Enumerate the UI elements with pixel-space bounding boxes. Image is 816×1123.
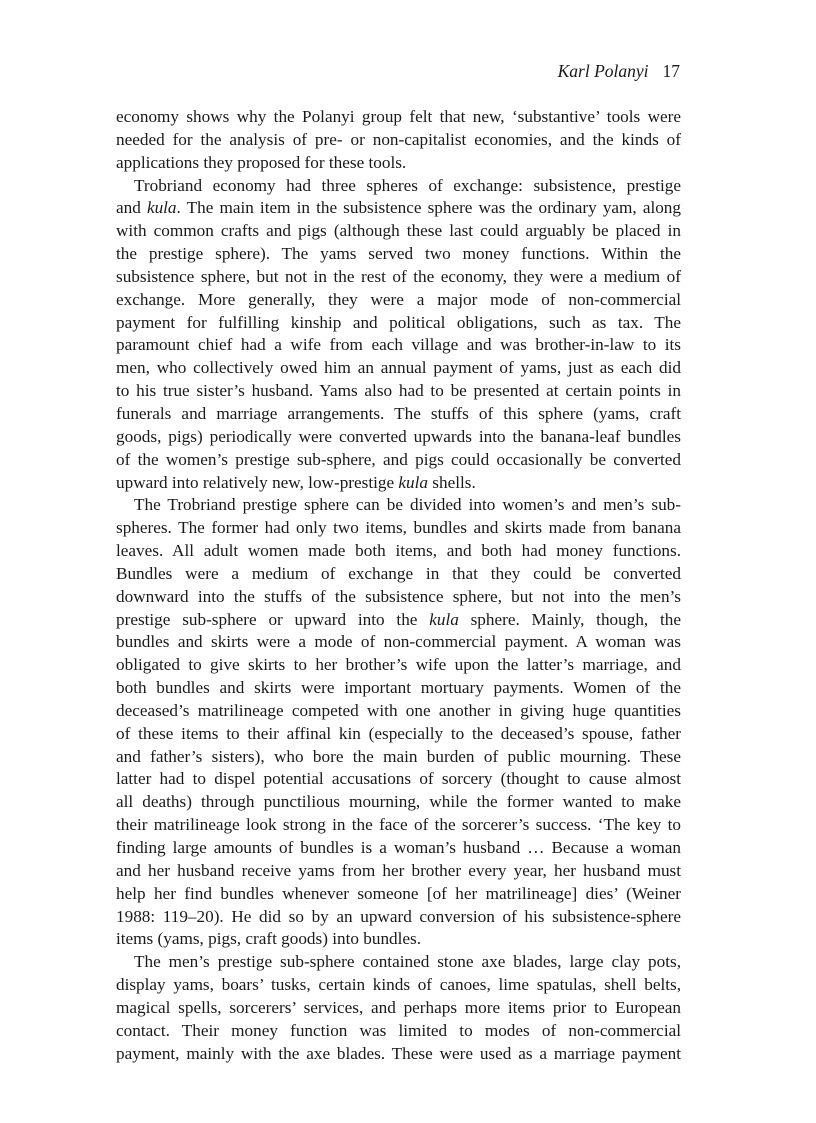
text-run: subsistence sphere, but not in the rest of the economy, they were a medium of <box>116 266 681 286</box>
text-line <box>116 426 681 449</box>
text-line <box>116 609 681 632</box>
text-run: finding large amounts of bundles is a woman’s husband … Because a woman <box>116 838 681 857</box>
text-run: men, who collectively owed him an annual payment of yams, just as each did <box>116 358 681 378</box>
text-line <box>116 700 681 723</box>
text-run: spheres. The former had only two items, bundles and skirts made from banana <box>116 518 681 538</box>
text-run: . The main item in the subsistence sphere was the ordinary yam, along <box>176 198 681 218</box>
text-run: payment, mainly with the axe blades. These were used as a marriage payment <box>116 1043 681 1063</box>
text-run: display yams, boars’ tusks, certain kinds of canoes, lime spatulas, shell belts, <box>116 975 681 995</box>
paragraph <box>116 175 681 495</box>
text-line <box>116 883 681 906</box>
text-line <box>116 449 681 472</box>
page-number: 17 <box>662 61 680 81</box>
text-line <box>116 814 681 837</box>
text-line <box>116 220 681 243</box>
text-run: contact. Their money function was limited to modes of non-commercial <box>116 1020 681 1040</box>
text-run: all deaths) through punctilious mourning, while the former wanted to make <box>116 792 681 812</box>
text-line <box>116 928 681 951</box>
text-line <box>116 357 681 380</box>
text-run: of these items to their affinal kin (especially to the deceased’s spouse, father <box>116 723 681 743</box>
text-line <box>116 175 681 198</box>
text-line <box>116 631 681 654</box>
text-run: bundles and skirts were a mode of non-commercial payment. A woman was <box>116 632 681 652</box>
text-run: latter had to dispel potential accusations of sorcery (thought to cause almost <box>116 769 681 789</box>
text-run: sphere. Mainly, though, the <box>458 609 681 629</box>
text-line <box>116 860 681 883</box>
text-run: the prestige sphere). The yams served two money functions. Within the <box>116 244 681 264</box>
text-run: deceased’s matrilineage competed with one another in giving huge quantities <box>116 700 681 720</box>
italic-term: kula <box>146 198 177 218</box>
text-run: 1988: 119–20). He did so by an upward conversion of his subsistence-sphere <box>116 906 681 926</box>
text-run: prestige sub-sphere or upward into the <box>116 609 430 629</box>
text-run: with common crafts and pigs (although these last could arguably be placed in <box>116 221 681 241</box>
text-run: their matrilineage look strong in the face of the sorcerer’s success. ‘The key to <box>116 815 681 835</box>
text-line <box>116 289 681 312</box>
text-line <box>116 243 681 266</box>
text-run: paramount chief had a wife from each village and was brother-in-law to its <box>116 335 681 355</box>
text-line <box>116 312 681 335</box>
text-run: Bundles were a medium of exchange in that they could be converted <box>116 563 681 583</box>
text-line <box>116 837 681 860</box>
text-run: downward into the stuffs of the subsistence sphere, but not into the men’s <box>116 586 681 606</box>
text-line <box>116 654 681 677</box>
text-line <box>116 906 681 929</box>
text-line <box>116 517 681 540</box>
text-run: both bundles and skirts were important mortuary payments. Women of the <box>116 678 681 698</box>
text-line <box>116 563 681 586</box>
text-run: needed for the analysis of pre- or non-capitalist economies, and the kinds of <box>116 129 681 149</box>
text-run: The men’s prestige sub-sphere contained stone axe blades, large clay pots, <box>134 952 681 972</box>
text-run: exchange. More generally, they were a major mode of non-commercial <box>116 289 681 309</box>
text-line <box>116 472 681 495</box>
running-head <box>116 59 680 83</box>
text-run: leaves. All adult women made both items, and both had money functions. <box>116 541 681 561</box>
text-run: items (yams, pigs, craft goods) into bundles. <box>116 929 422 949</box>
text-run: Trobriand economy had three spheres of exchange: subsistence, prestige <box>134 175 681 195</box>
text-line <box>116 997 681 1020</box>
text-run: to his true sister’s husband. Yams also had to be presented at certain points in <box>116 381 681 401</box>
text-run: of the women’s prestige sub-sphere, and pigs could occasionally be converted <box>116 449 681 469</box>
text-line <box>116 129 681 152</box>
text-run: obligated to give skirts to her brother’s wife upon the latter’s marriage, and <box>116 655 681 675</box>
text-line <box>116 540 681 563</box>
text-line <box>116 152 681 175</box>
text-line <box>116 380 681 403</box>
text-line <box>116 1043 681 1066</box>
text-line <box>116 974 681 997</box>
text-run: and her husband receive yams from her brother every year, her husband must <box>116 860 681 880</box>
text-line <box>116 951 681 974</box>
body-text <box>116 106 681 1065</box>
text-line <box>116 106 681 129</box>
text-line <box>116 746 681 769</box>
text-run: help her find bundles whenever someone [of her matrilineage] dies’ (Weiner <box>116 883 681 903</box>
text-line <box>116 334 681 357</box>
text-run: goods, pigs) periodically were converted upwards into the banana-leaf bundles <box>116 426 681 446</box>
text-line <box>116 723 681 746</box>
italic-term: kula <box>429 609 459 629</box>
text-line <box>116 403 681 426</box>
text-run: payment for fulfilling kinship and political obligations, such as tax. The <box>116 312 681 332</box>
text-line <box>116 197 681 220</box>
paragraph <box>116 951 681 1065</box>
text-line <box>116 791 681 814</box>
text-line <box>116 1020 681 1043</box>
text-run: economy shows why the Polanyi group felt that new, ‘substantive’ tools were <box>116 107 681 126</box>
italic-term: kula <box>398 472 428 492</box>
running-head-title: Karl Polanyi <box>557 61 649 81</box>
text-run: funerals and marriage arrangements. The stuffs of this sphere (yams, craft <box>116 403 681 423</box>
text-run: The Trobriand prestige sphere can be divided into women’s and men’s sub- <box>134 495 681 515</box>
text-line <box>116 768 681 791</box>
text-line <box>116 494 681 517</box>
text-run: and father’s sisters), who bore the main burden of public mourning. These <box>116 746 681 766</box>
text-run: shells. <box>428 472 476 492</box>
text-run: applications they proposed for these tools. <box>116 152 407 172</box>
text-run: and <box>116 198 147 218</box>
paragraph <box>116 494 681 951</box>
text-run: upward into relatively new, low-prestige <box>116 472 399 492</box>
text-line <box>116 586 681 609</box>
paragraph <box>116 106 681 175</box>
text-line <box>116 266 681 289</box>
text-run: magical spells, sorcerers’ services, and perhaps more items prior to European <box>116 997 681 1017</box>
text-line <box>116 677 681 700</box>
